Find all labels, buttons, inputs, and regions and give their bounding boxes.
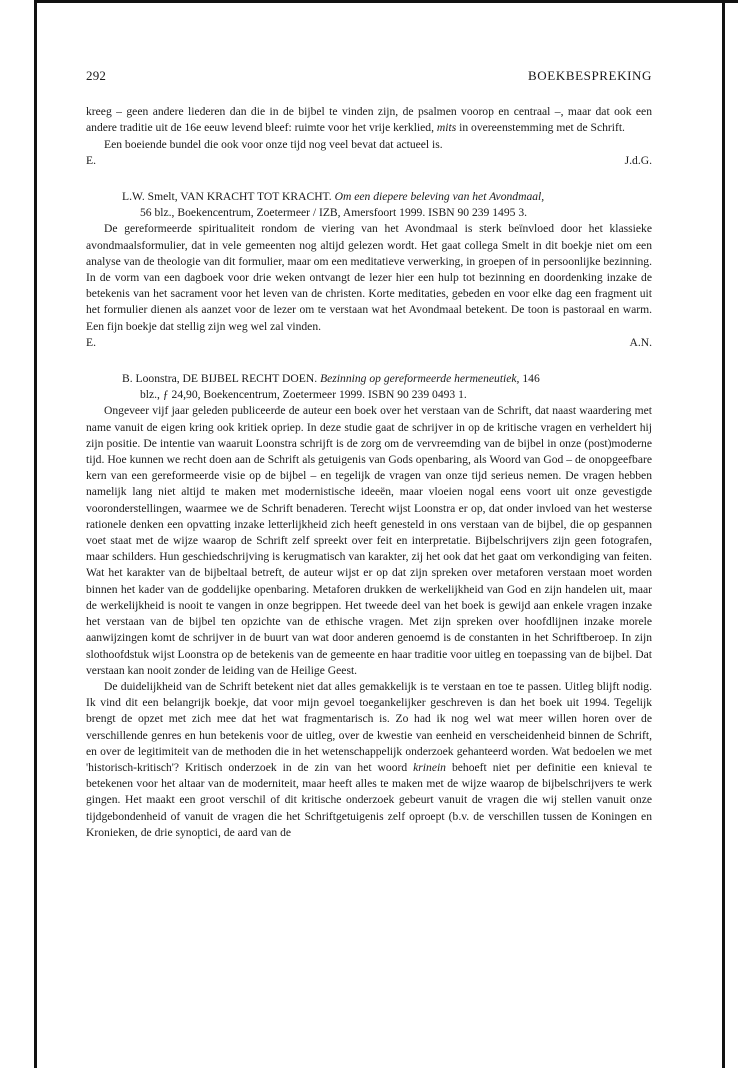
scan-border-left — [34, 0, 37, 1068]
review-heading: B. Loonstra, DE BIJBEL RECHT DOEN. Bezinning op gereformeerde hermeneutiek, 146 blz., ƒ 24,90, Boekencentrum, Zoetermeer 1999. ISBN 90 239 0493 1. — [122, 372, 540, 402]
review-loonstra — [86, 371, 652, 841]
review-body: De gereformeerde spiritualiteit rondom de viering van het Avondmaal is sterk beïnvloed door het klassieke avondmaalsformulier, dat in vele gemeenten nog altijd gelezen wordt. Het gaat collega Smelt in dit boekje niet om een analyse van de theologie van dit formulier, maar om een meditatieve verwerking, in groepen of in persoonlijke bezinning. In de vorm van een dagboek voor drie weken ontvangt de lezer hier een hulp tot bezinning en doordenking inzake de betekenis van het sacrament voor het leven van de christen. Korte meditaties, gebeden en voor elke dag een fragment uit het formulier dienen als aanzet voor de lezer om te verstaan wat het Avondmaal betekent. De toon is pastoraal en warm. Een fijn boekje dat stellig zijn weg wel zal vinden. — [86, 222, 652, 333]
review-signature — [86, 335, 652, 351]
review-body-paragraph-2: De duidelijkheid van de Schrift betekent niet dat alles gemakkelijk is te verstaan en toe te passen. Uitleg blijft nodig. Ik vind dit een belangrijk boekje, dat voor mijn gevoel toegankelijker geschreven is dan het boek uit 1994. Tegelijk brengt de opzet met zich mee dat het wat fragmentarisch is. Zo had ik nog wel wat meer willen horen over de verschillende genres en hun betekenis voor de uitleg, over de kwestie van eenheid en verscheidenheid binnen de Schrift, en over de legitimiteit van de methoden die in het wetenschappelijk onderzoek gehanteerd worden. Wat bedoelen we met 'historisch-kritisch'? Kritisch onderzoek in de zin van het woord krinein behoeft niet per definitie een knieval te betekenen voor het altaar van de moderniteit, maar heeft alles te maken met de wijze waarop de bijbelschrijvers te werk gingen. Het maakt een groot verschil of dit kritische onderzoek gebeurt vanuit de vragen die wij stellen vanuit onze tijdgebondenheid of vanuit de vragen die het Schriftgetuigenis zelf oproept (b.v. de verschillen tussen de Koningen en Kronieken, de drie synoptici, de aard van de — [86, 679, 652, 839]
scan-border-right — [722, 0, 725, 1068]
review-smelt — [86, 189, 652, 351]
document-page — [86, 68, 652, 841]
intro-paragraph-1: kreeg – geen andere liederen dan die in de bijbel te vinden zijn, de psalmen voorop en centraal –, maar dat ook een andere traditie uit de 16e eeuw levend bleef: ruimte voor het vrije kerklied, mits in overeenstemming met de Schrift. — [86, 105, 652, 135]
intro-paragraph-2: Een boeiende bundel die ook voor onze tijd nog veel bevat dat actueel is. — [104, 137, 443, 151]
page-number: 292 — [86, 68, 107, 83]
signature-right: J.d.G. — [624, 153, 652, 167]
section-title: BOEKBESPREKING — [528, 68, 652, 83]
intro-continuation — [86, 104, 652, 169]
review-heading: L.W. Smelt, VAN KRACHT TOT KRACHT. Om een diepere beleving van het Avondmaal, 56 blz., Boekencentrum, Zoetermeer / IZB, Amersfoort 1999. ISBN 90 239 1495 3. — [122, 190, 545, 220]
intro-signature — [86, 153, 652, 169]
running-header — [86, 68, 652, 84]
review-body-paragraph-1: Ongeveer vijf jaar geleden publiceerde de auteur een boek over het verstaan van de Schrift, dat naast waardering met name vanuit de eigen kring ook kritiek opriep. In deze studie gaat de schrijver in op de kritische vragen en verheldert hij zijn positie. De intentie van waaruit Loonstra schrijft is de zorg om de vervreemding van de bijbel in onze (post)moderne tijd. Hoe kunnen we recht doen aan de Schrift als getuigenis van Gods openbaring, als Woord van God – de onopgeefbare kern van een gereformeerde visie op de bijbel – en tegelijk de vragen van onze tijd serieus nemen. De vragen hebben namelijk lang niet altijd te maken met modernistische ideeën, maar vloeien nogal eens voort uit onze gevestigde vooronderstellingen, waarmee we de Schrift benaderen. Terecht wijst Loonstra er op, dat onder invloed van het westerse rationele denken een opvatting inzake letterlijkheid zich heeft genesteld in ons verstaan van de bijbel, die op gespannen voet staat met de wijze waarop de Schrift zelf spreekt over feit en interpretatie. Bijbelschrijvers zijn geen fotografen, maar schilders. Hun geschiedschrijving is kerugmatisch van karakter, zij het ook dat het gaat om verkondiging van feiten. Wat het karakter van de bijbeltaal betreft, de auteur wijst er op dat zijn spreken over metaforen verstaan moet worden binnen het kader van de goddelijke openbaring. Metaforen drukken de werkelijkheid van God en zijn handelen uit, maar de werkelijkheid is nooit te vangen in onze begrippen. Het tweede deel van het boek is gewijd aan enkele vragen inzake het verstaan van de bijbel ten opzichte van de ethische vragen. Met zijn spreken over hoofdlijnen inzake morele aanwijzingen komt de schrijver in de buurt van wat door anderen genoemd is de constanten in het Schriftberoep. In zijn slothoofdstuk wijst Loonstra op de betekenis van de gemeente en haar traditie voor uitleg en toepassing van de bijbel. Dat verstaan kan nooit zonder de leiding van de Heilige Geest. — [86, 404, 652, 677]
signature-right: A.N. — [629, 335, 652, 349]
signature-left: E. — [86, 153, 96, 167]
scan-border-top — [34, 0, 738, 3]
signature-left: E. — [86, 335, 96, 349]
